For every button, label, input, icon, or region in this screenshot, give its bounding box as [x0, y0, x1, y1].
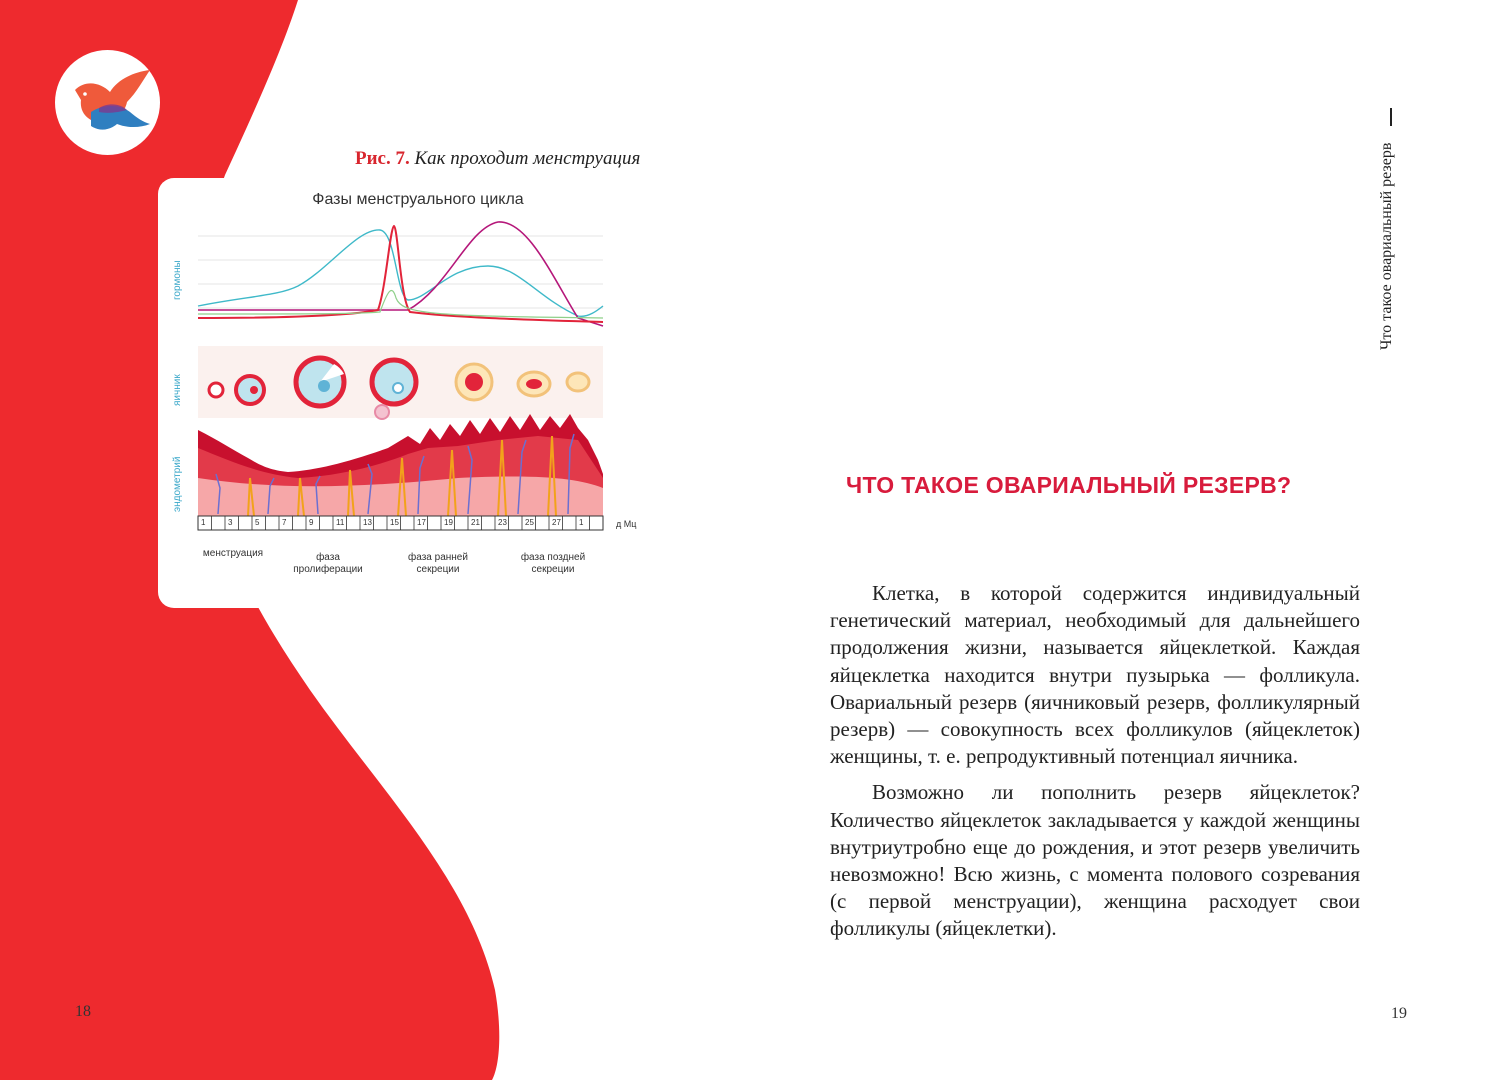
- figure-number: Рис. 7.: [355, 148, 410, 169]
- paragraph-1: Клетка, в которой содержится индивидуальный генетический материал, необходимый для дальнейшего продолжения жизни, называется яйцеклеткой. Каждая яйцеклетка находится внутри пузырька — фолликула. Овариальный резерв (яичниковый резерв, фолликулярный резерв) — совокупность всех фолликулов (яйцеклеток) женщины, т. е. репродуктивный потенциал яичника.: [830, 581, 1360, 769]
- page-number-left: 18: [75, 1003, 91, 1020]
- body-text: [830, 580, 1360, 952]
- phase-label-early-secretion: [388, 552, 488, 576]
- phase-line: пролиферации: [293, 564, 363, 575]
- day-label: 7: [282, 518, 287, 527]
- phase-line: фаза: [316, 552, 340, 563]
- day-label: 23: [498, 518, 507, 527]
- phase-label-proliferation: [278, 552, 378, 576]
- paragraph-2: Возможно ли пополнить резерв яйцеклеток? Количество яйцеклеток закладывается у каждой женщины внутриутробно еще до рождения, и этот резерв увеличить невозможно! Всю жизнь, с момента полового созревания (с первой менструации), женщина расходует свои фолликулы (яйцеклетки).: [830, 780, 1360, 941]
- figure-title: Как проходит менструация: [414, 148, 641, 169]
- day-label: 5: [255, 518, 260, 527]
- figure-caption: [355, 148, 640, 170]
- endometrium-illustration: [198, 414, 603, 516]
- section-heading: ЧТО ТАКОЕ ОВАРИАЛЬНЫЙ РЕЗЕРВ?: [846, 472, 1292, 498]
- publisher-logo: [55, 50, 160, 155]
- day-label: 17: [417, 518, 426, 527]
- day-label: 11: [336, 518, 345, 527]
- day-label: 25: [525, 518, 534, 527]
- day-unit-label: д Мц: [616, 519, 637, 529]
- phase-line: секреции: [531, 564, 575, 575]
- day-label: 1: [579, 518, 584, 527]
- figure-card: [158, 178, 668, 608]
- running-head-rule: [1390, 108, 1392, 126]
- row-label-hormones: гормоны: [172, 260, 183, 300]
- day-label: 27: [552, 518, 561, 527]
- day-label: 1: [201, 518, 206, 527]
- phase-line: фаза ранней: [408, 552, 468, 563]
- phase-label-menstruation: [188, 548, 278, 560]
- day-label: 19: [444, 518, 453, 527]
- menstrual-cycle-diagram: [158, 178, 668, 608]
- day-label: 9: [309, 518, 314, 527]
- phase-line: секреции: [416, 564, 460, 575]
- day-label: 15: [390, 518, 399, 527]
- page-number-right: 19: [1391, 1005, 1407, 1022]
- phase-label-late-secretion: [503, 552, 603, 576]
- chart-title: Фазы менструального цикла: [312, 191, 524, 208]
- row-label-ovary: яичник: [172, 374, 183, 406]
- phase-line: менструация: [202, 548, 264, 559]
- day-label: 3: [228, 518, 233, 527]
- day-label: 21: [471, 518, 480, 527]
- phase-line: фаза поздней: [520, 552, 586, 563]
- running-head: Что такое овариальный резерв: [1378, 142, 1395, 350]
- bird-icon: [55, 50, 160, 155]
- day-label: 13: [363, 518, 372, 527]
- row-label-endometrium: эндометрий: [172, 456, 183, 512]
